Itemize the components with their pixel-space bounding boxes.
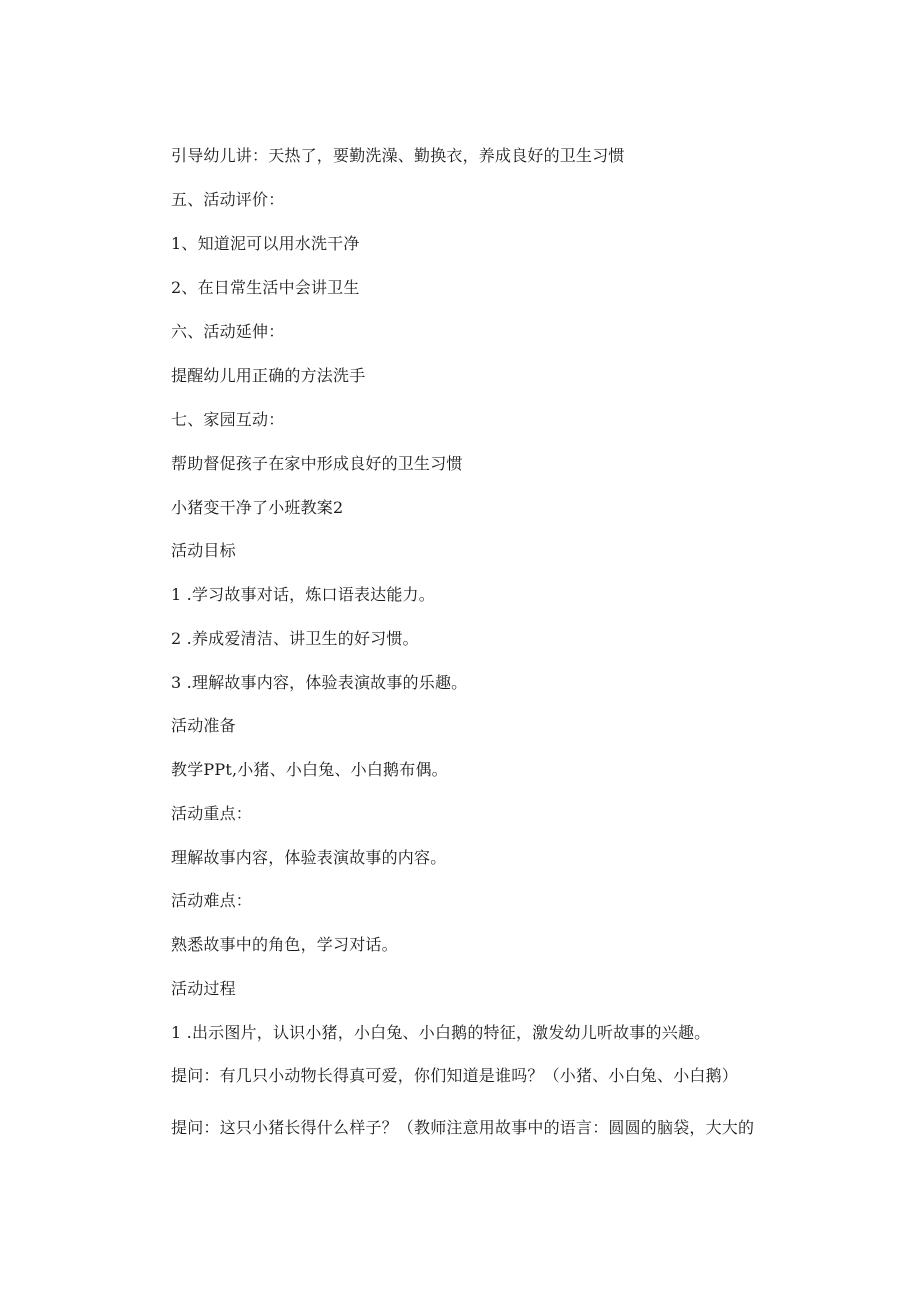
text-line-extension: 提醒幼儿用正确的方法洗手 — [171, 366, 366, 385]
text-line-question-1: 提问：有几只小动物长得真可爱，你们知道是谁吗？（小猪、小白兔、小白鹅） — [171, 1066, 739, 1085]
section-heading-extension: 六、活动延伸： — [171, 322, 285, 341]
list-item-goal-1: 1 .学习故事对话，炼口语表达能力。 — [171, 585, 435, 604]
document-title-lesson-2: 小猪变干净了小班教案2 — [171, 498, 344, 517]
text-line-home-interaction: 帮助督促孩子在家中形成良好的卫生习惯 — [171, 454, 463, 473]
section-heading-home-interaction: 七、家园互动： — [171, 410, 285, 429]
list-item-goal-3: 3 .理解故事内容，体验表演故事的乐趣。 — [171, 673, 468, 692]
section-heading-preparation: 活动准备 — [171, 716, 236, 735]
section-heading-key-point: 活动重点： — [171, 804, 253, 823]
list-item-evaluation-2: 2、在日常生活中会讲卫生 — [171, 278, 360, 297]
list-item-process-1: 1 .出示图片，认识小猪，小白兔、小白鹅的特征，激发幼儿听故事的兴趣。 — [171, 1023, 711, 1042]
text-line-key-point: 理解故事内容，体验表演故事的内容。 — [171, 848, 447, 867]
section-heading-process: 活动过程 — [171, 979, 236, 998]
text-line-guidance: 引导幼儿讲：天热了，要勤洗澡、勤换衣，养成良好的卫生习惯 — [171, 146, 625, 165]
text-line-preparation: 教学PPt,小猪、小白兔、小白鹅布偶。 — [171, 760, 448, 779]
text-line-question-2: 提问：这只小猪长得什么样子？（教师注意用故事中的语言：圆圆的脑袋，大大的 — [171, 1118, 755, 1137]
section-heading-evaluation: 五、活动评价： — [171, 190, 285, 209]
list-item-evaluation-1: 1、知道泥可以用水洗干净 — [171, 234, 360, 253]
section-heading-goals: 活动目标 — [171, 541, 236, 560]
section-heading-difficulty: 活动难点： — [171, 891, 253, 910]
text-line-difficulty: 熟悉故事中的角色，学习对话。 — [171, 935, 398, 954]
list-item-goal-2: 2 .养成爱清洁、讲卫生的好习惯。 — [171, 629, 419, 648]
